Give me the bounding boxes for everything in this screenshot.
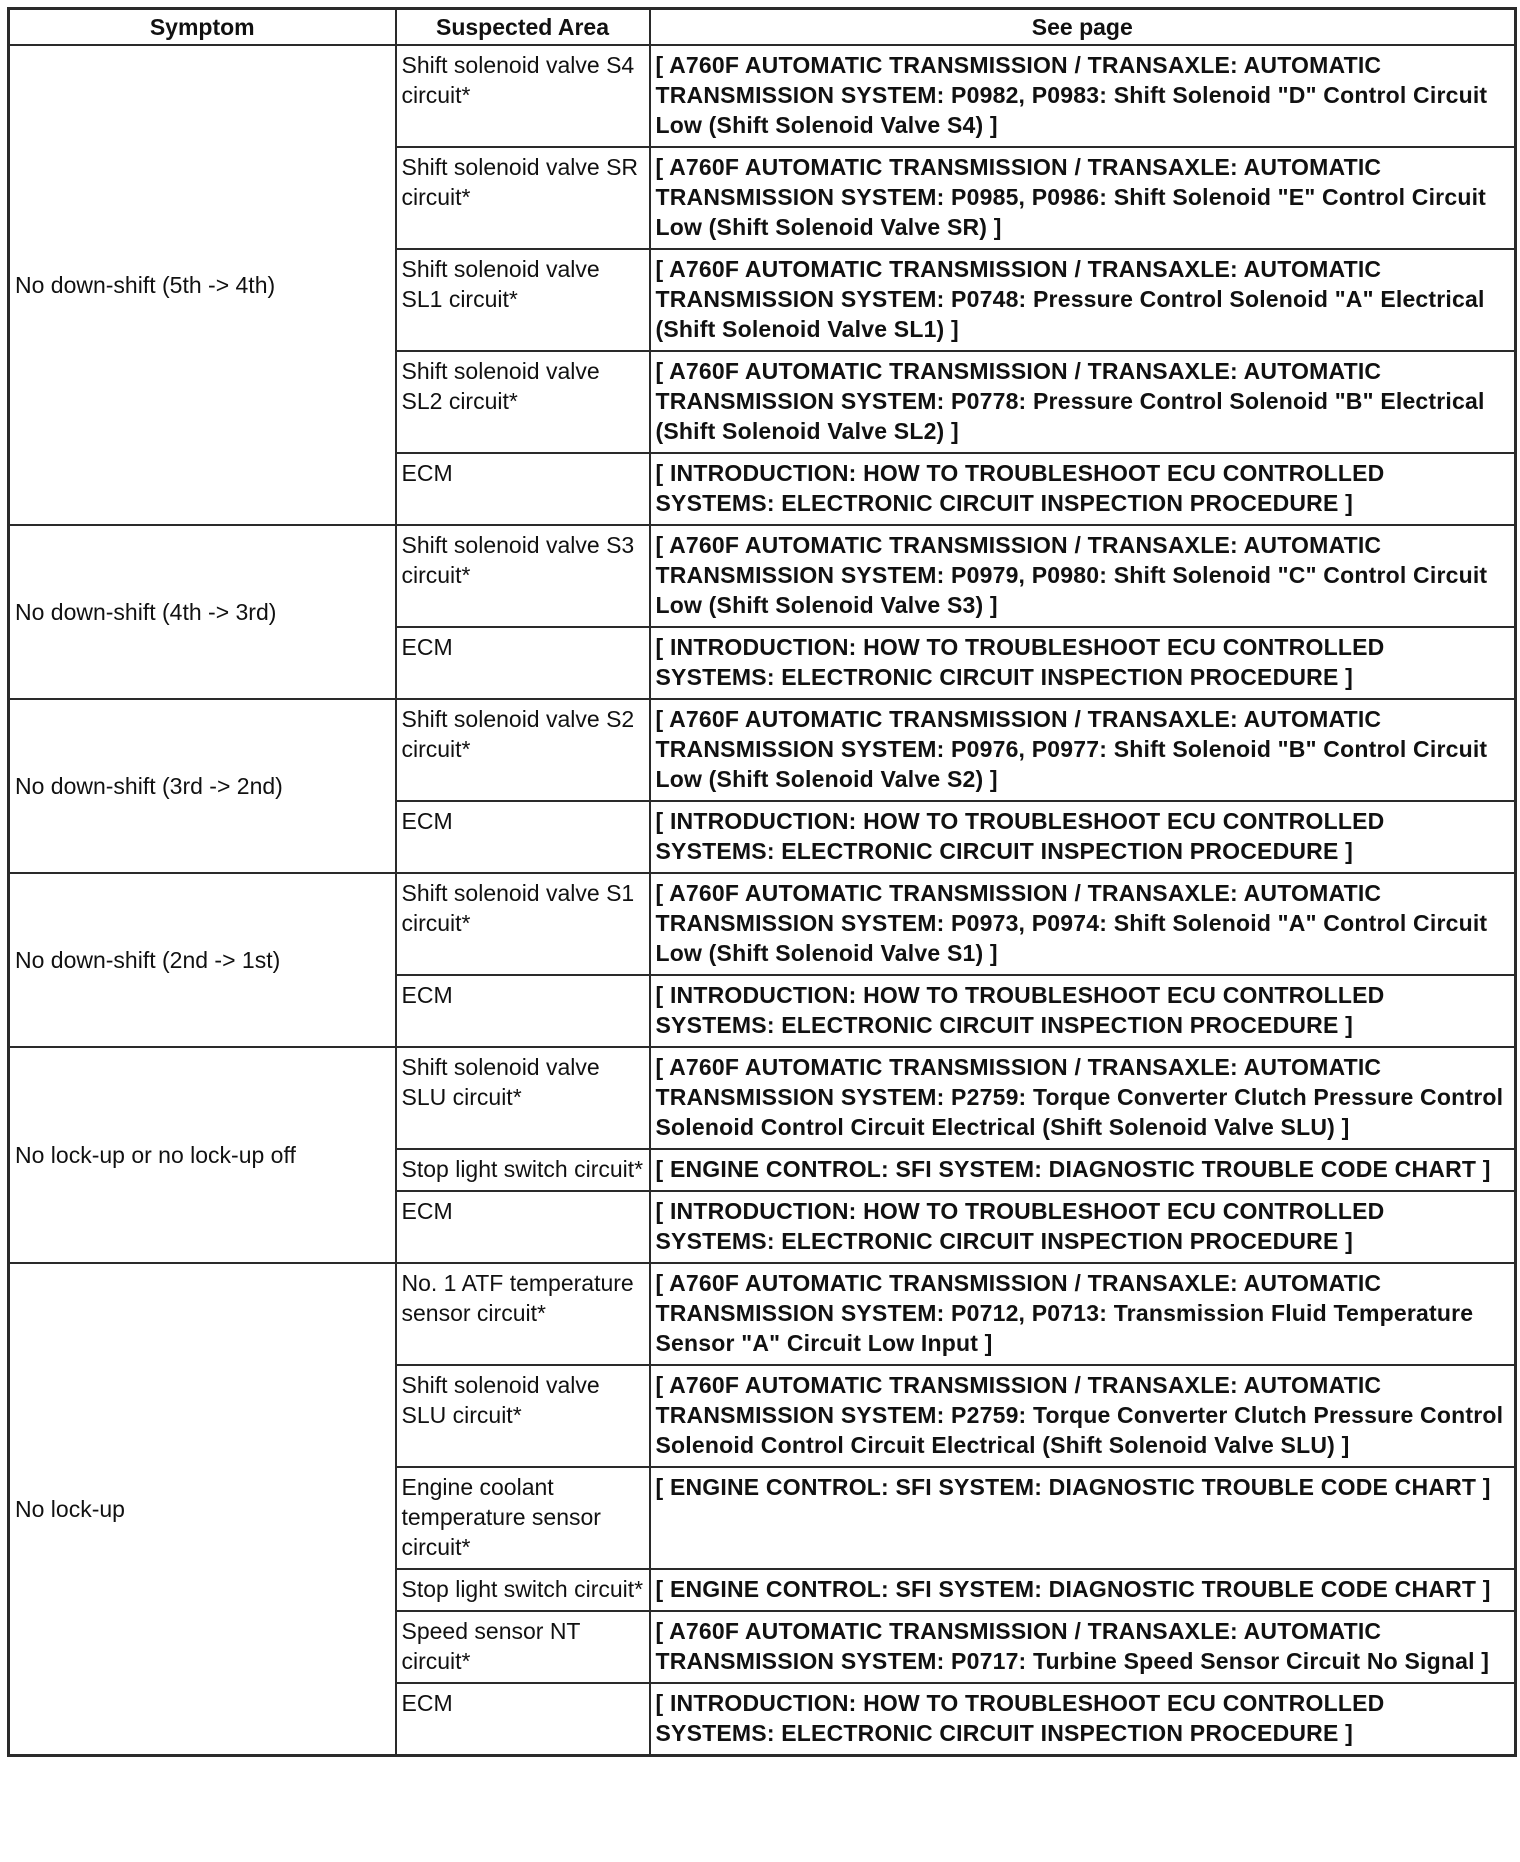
suspected-area-cell: Stop light switch circuit* [396, 1149, 650, 1191]
suspected-area-cell: Shift solenoid valve S4 circuit* [396, 45, 650, 147]
see-page-reference-cell: [ INTRODUCTION: HOW TO TROUBLESHOOT ECU CONTROLLED SYSTEMS: ELECTRONIC CIRCUIT INSPECTION PROCEDURE ] [650, 1683, 1516, 1756]
see-page-reference-cell: [ A760F AUTOMATIC TRANSMISSION / TRANSAXLE: AUTOMATIC TRANSMISSION SYSTEM: P0976, P0977: Shift Solenoid "B" Control Circuit Low (Shift Solenoid Valve S2) ] [650, 699, 1516, 801]
suspected-area-cell: ECM [396, 975, 650, 1047]
see-page-reference-cell: [ INTRODUCTION: HOW TO TROUBLESHOOT ECU CONTROLLED SYSTEMS: ELECTRONIC CIRCUIT INSPECTION PROCEDURE ] [650, 453, 1516, 525]
suspected-area-cell: ECM [396, 627, 650, 699]
see-page-reference-cell: [ ENGINE CONTROL: SFI SYSTEM: DIAGNOSTIC TROUBLE CODE CHART ] [650, 1149, 1516, 1191]
see-page-reference-cell: [ A760F AUTOMATIC TRANSMISSION / TRANSAXLE: AUTOMATIC TRANSMISSION SYSTEM: P2759: Torque Converter Clutch Pressure Control Solenoid Control Circuit Electrical (Shift Solenoid Valve SLU) ] [650, 1365, 1516, 1467]
table-row [9, 1047, 1516, 1149]
symptom-cell: No lock-up [9, 1263, 396, 1756]
table-row [9, 45, 1516, 147]
see-page-reference-cell: [ INTRODUCTION: HOW TO TROUBLESHOOT ECU CONTROLLED SYSTEMS: ELECTRONIC CIRCUIT INSPECTION PROCEDURE ] [650, 627, 1516, 699]
suspected-area-cell: Engine coolant temperature sensor circuit* [396, 1467, 650, 1569]
suspected-area-cell: Shift solenoid valve S2 circuit* [396, 699, 650, 801]
see-page-reference-cell: [ A760F AUTOMATIC TRANSMISSION / TRANSAXLE: AUTOMATIC TRANSMISSION SYSTEM: P0985, P0986: Shift Solenoid "E" Control Circuit Low (Shift Solenoid Valve SR) ] [650, 147, 1516, 249]
table-body [9, 45, 1516, 1756]
header-suspected-area: Suspected Area [396, 9, 650, 46]
see-page-reference-cell: [ A760F AUTOMATIC TRANSMISSION / TRANSAXLE: AUTOMATIC TRANSMISSION SYSTEM: P0748: Pressure Control Solenoid "A" Electrical (Shift Solenoid Valve SL1) ] [650, 249, 1516, 351]
see-page-reference-cell: [ A760F AUTOMATIC TRANSMISSION / TRANSAXLE: AUTOMATIC TRANSMISSION SYSTEM: P0778: Pressure Control Solenoid "B" Electrical (Shift Solenoid Valve SL2) ] [650, 351, 1516, 453]
table-header-row [9, 9, 1516, 46]
table-row [9, 1263, 1516, 1365]
see-page-reference-cell: [ A760F AUTOMATIC TRANSMISSION / TRANSAXLE: AUTOMATIC TRANSMISSION SYSTEM: P2759: Torque Converter Clutch Pressure Control Solenoid Control Circuit Electrical (Shift Solenoid Valve SLU) ] [650, 1047, 1516, 1149]
suspected-area-cell: Shift solenoid valve SL1 circuit* [396, 249, 650, 351]
suspected-area-cell: Shift solenoid valve SL2 circuit* [396, 351, 650, 453]
see-page-reference-cell: [ INTRODUCTION: HOW TO TROUBLESHOOT ECU CONTROLLED SYSTEMS: ELECTRONIC CIRCUIT INSPECTION PROCEDURE ] [650, 801, 1516, 873]
table-row [9, 525, 1516, 627]
see-page-reference-cell: [ A760F AUTOMATIC TRANSMISSION / TRANSAXLE: AUTOMATIC TRANSMISSION SYSTEM: P0979, P0980: Shift Solenoid "C" Control Circuit Low (Shift Solenoid Valve S3) ] [650, 525, 1516, 627]
suspected-area-cell: ECM [396, 453, 650, 525]
table-row [9, 699, 1516, 801]
suspected-area-cell: ECM [396, 1683, 650, 1756]
see-page-reference-cell: [ A760F AUTOMATIC TRANSMISSION / TRANSAXLE: AUTOMATIC TRANSMISSION SYSTEM: P0717: Turbine Speed Sensor Circuit No Signal ] [650, 1611, 1516, 1683]
see-page-reference-cell: [ INTRODUCTION: HOW TO TROUBLESHOOT ECU CONTROLLED SYSTEMS: ELECTRONIC CIRCUIT INSPECTION PROCEDURE ] [650, 1191, 1516, 1263]
header-see-page: See page [650, 9, 1516, 46]
header-symptom: Symptom [9, 9, 396, 46]
symptom-cell: No down-shift (2nd -> 1st) [9, 873, 396, 1047]
suspected-area-cell: ECM [396, 1191, 650, 1263]
see-page-reference-cell: [ A760F AUTOMATIC TRANSMISSION / TRANSAXLE: AUTOMATIC TRANSMISSION SYSTEM: P0973, P0974: Shift Solenoid "A" Control Circuit Low (Shift Solenoid Valve S1) ] [650, 873, 1516, 975]
symptom-cell: No down-shift (4th -> 3rd) [9, 525, 396, 699]
suspected-area-cell: Shift solenoid valve SLU circuit* [396, 1365, 650, 1467]
symptom-cell: No lock-up or no lock-up off [9, 1047, 396, 1263]
suspected-area-cell: No. 1 ATF temperature sensor circuit* [396, 1263, 650, 1365]
see-page-reference-cell: [ A760F AUTOMATIC TRANSMISSION / TRANSAXLE: AUTOMATIC TRANSMISSION SYSTEM: P0712, P0713: Transmission Fluid Temperature Sensor "A" Circuit Low Input ] [650, 1263, 1516, 1365]
suspected-area-cell: Speed sensor NT circuit* [396, 1611, 650, 1683]
suspected-area-cell: Shift solenoid valve SR circuit* [396, 147, 650, 249]
suspected-area-cell: Stop light switch circuit* [396, 1569, 650, 1611]
suspected-area-cell: Shift solenoid valve S3 circuit* [396, 525, 650, 627]
symptom-cell: No down-shift (5th -> 4th) [9, 45, 396, 525]
table-row [9, 873, 1516, 975]
suspected-area-cell: ECM [396, 801, 650, 873]
troubleshooting-table [7, 7, 1517, 1757]
suspected-area-cell: Shift solenoid valve S1 circuit* [396, 873, 650, 975]
suspected-area-cell: Shift solenoid valve SLU circuit* [396, 1047, 650, 1149]
see-page-reference-cell: [ A760F AUTOMATIC TRANSMISSION / TRANSAXLE: AUTOMATIC TRANSMISSION SYSTEM: P0982, P0983: Shift Solenoid "D" Control Circuit Low (Shift Solenoid Valve S4) ] [650, 45, 1516, 147]
symptom-cell: No down-shift (3rd -> 2nd) [9, 699, 396, 873]
see-page-reference-cell: [ INTRODUCTION: HOW TO TROUBLESHOOT ECU CONTROLLED SYSTEMS: ELECTRONIC CIRCUIT INSPECTION PROCEDURE ] [650, 975, 1516, 1047]
see-page-reference-cell: [ ENGINE CONTROL: SFI SYSTEM: DIAGNOSTIC TROUBLE CODE CHART ] [650, 1569, 1516, 1611]
see-page-reference-cell: [ ENGINE CONTROL: SFI SYSTEM: DIAGNOSTIC TROUBLE CODE CHART ] [650, 1467, 1516, 1569]
